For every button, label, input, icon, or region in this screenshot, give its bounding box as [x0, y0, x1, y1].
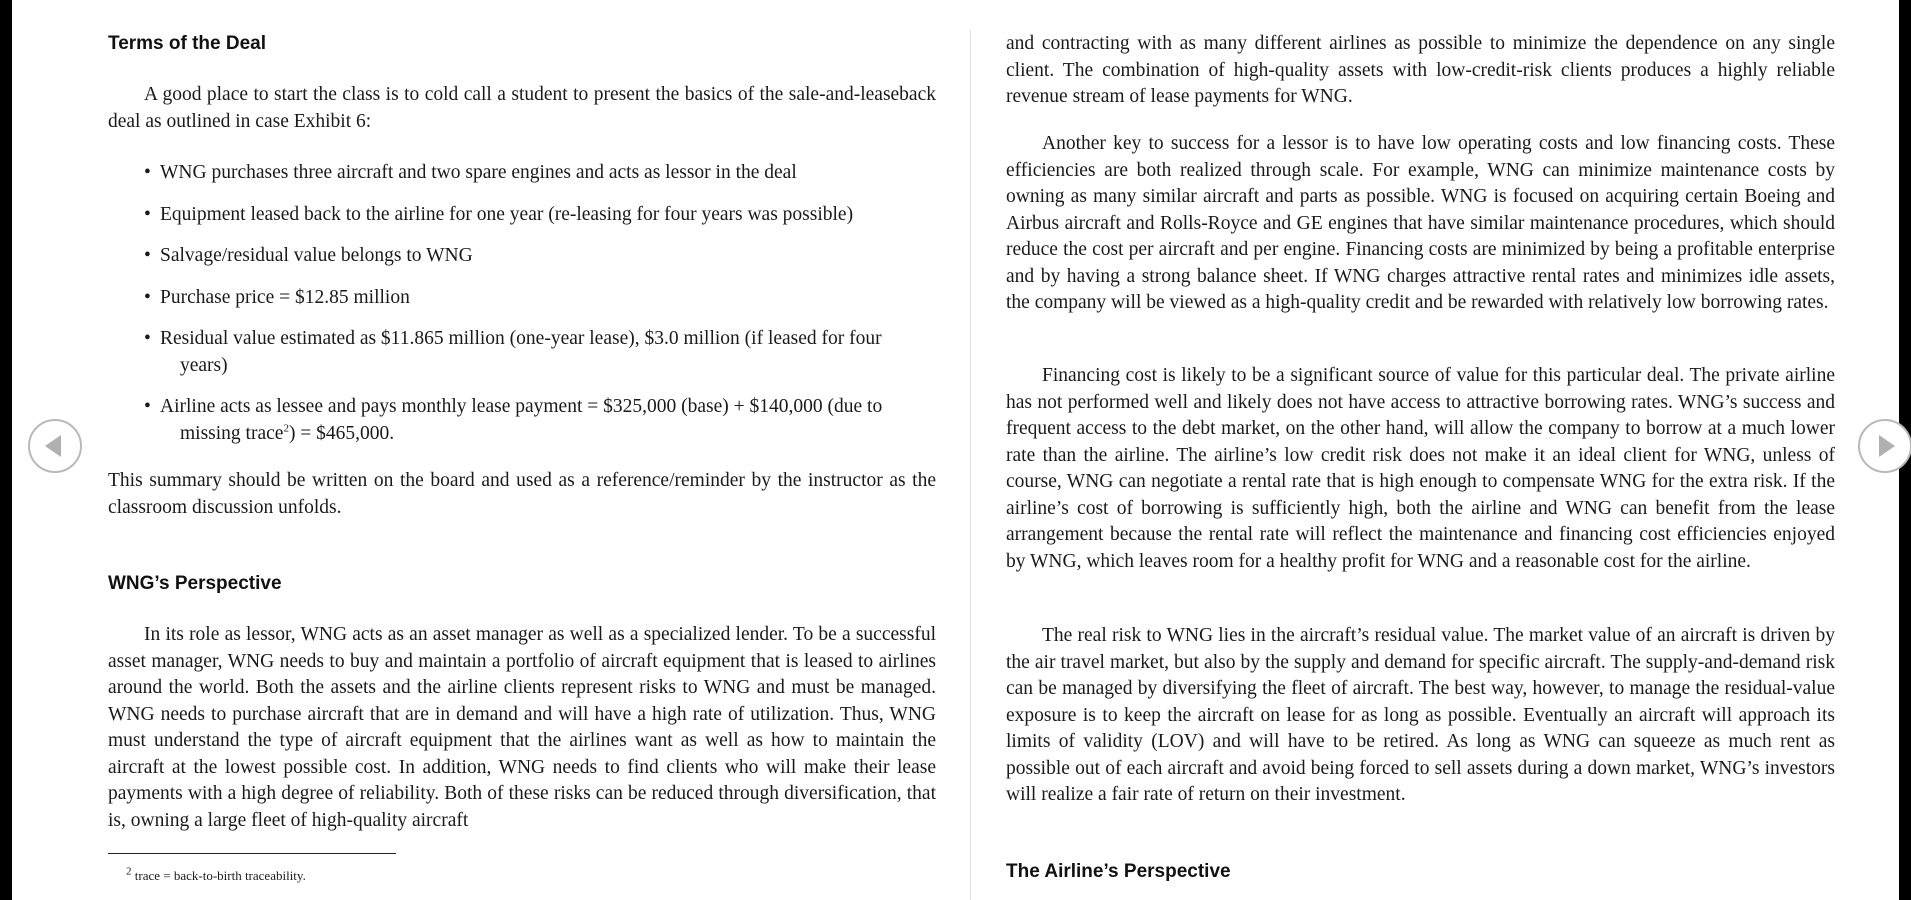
terms-heading: Terms of the Deal — [108, 33, 267, 54]
airline-heading: The Airline’s Perspective — [1006, 861, 1231, 882]
bullet-item: • Residual value estimated as $11.865 million (one-year lease), $3.0 million (if leased for four years) — [144, 328, 882, 376]
left-edge-bar — [0, 0, 12, 900]
page-divider — [970, 30, 971, 900]
bullet-item: • Airline acts as lessee and pays monthly lease payment = $325,000 (base) + $140,000 (due to missing trace$^2$) = $465,000. — [144, 396, 883, 444]
next-page-button[interactable] — [1858, 419, 1911, 473]
chevron-left-icon — [45, 435, 61, 457]
bullet-item: • WNG purchases three aircraft and two spare engines and acts as lessor in the deal — [144, 162, 797, 183]
wng-paragraph: In its role as lessor, WNG acts as an asset manager as well as a specialized lender. To be a successful asset manager, WNG needs to buy and maintain a portfolio of aircraft equipment that is leased to airlines around the world. Both the assets and the airline clients represent risks to WNG and must be managed. WNG needs to purchase aircraft that are in demand and will have a high rate of utilization. Thus, WNG must understand the type of aircraft equipment that the airlines want as well as how to maintain the aircraft at the lowest possible cost. In addition, WNG needs to find clients who will make their lease payments with a high degree of reliability. Both of these risks can be reduced through diversification, that is, owning a large fleet of high-quality aircraft — [108, 624, 936, 831]
right-paragraph-3: Financing cost is likely to be a significant source of value for this particular deal. The private airline has not performed well and likely does not have access to attractive borrowing rates. WNG’s success and frequent access to the debt market, on the other hand, will allow the company to borrow at a much lower rate than the airline. The airline’s low credit risk does not make it an ideal client for WNG, unless of course, WNG can negotiate a rental rate that is high enough to compensate WNG for the extra risk. If the airline’s cost of borrowing is sufficiently high, both the airline and WNG can benefit from the lease arrangement because the rental rate will reflect the maintenance and financing cost efficiencies enjoyed by WNG, which leaves room for a healthy profit for WNG and a reasonable cost for the airline. — [1006, 365, 1835, 572]
right-paragraph-2: Another key to success for a lessor is to have low operating costs and low financing costs. These efficiencies are both realized through scale. For example, WNG can minimize maintenance costs by owning as many similar aircraft and parts as possible. WNG is focused on acquiring certain Boeing and Airbus aircraft and Rolls-Royce and GE engines that have similar maintenance procedures, which should reduce the cost per aircraft and per engine. Financing costs are minimized by being a profitable enterprise and by having a strong balance sheet. If WNG charges attractive rental rates and minimizes idle assets, the company will be viewed as a high-quality credit and be rewarded with relatively low borrowing rates. — [1006, 133, 1835, 313]
bullet-item: • Equipment leased back to the airline for one year (re-leasing for four years was possible) — [144, 203, 854, 225]
right-paragraph-4: The real risk to WNG lies in the aircraft’s residual value. The market value of an aircraft is driven by the air travel market, but also by the supply and demand for specific aircraft. The supply-and-demand risk can be managed by diversifying the fleet of aircraft. The best way, however, to manage the residual-value exposure is to keep the aircraft on lease for as long as possible. Eventually an aircraft will approach its limits of validity (LOV) and will have to be retired. As long as WNG can squeeze as much rent as possible out of each aircraft and avoid being forced to sell assets during a down market, WNG’s investors will realize a fair rate of return on their investment. — [1006, 625, 1835, 805]
bullet-item: • Salvage/residual value belongs to WNG — [144, 245, 473, 266]
footnote: $^2$ trace = back-to-birth traceability. — [126, 865, 306, 883]
chevron-right-icon — [1879, 435, 1895, 457]
bullet-item: • Purchase price = $12.85 million — [144, 286, 410, 308]
wng-heading: WNG’s Perspective — [108, 573, 282, 594]
terms-intro: A good place to start the class is to cold call a student to present the basics of the sale-and-leaseback deal as outlined in case Exhibit 6: — [108, 84, 936, 132]
terms-bullet-list — [144, 160, 936, 462]
right-paragraph-1: and contracting with as many different airlines as possible to minimize the dependence on any single client. The combination of high-quality assets with low-credit-risk clients produces a highly reliable revenue stream of lease payments for WNG. — [1006, 33, 1835, 107]
summary-paragraph: This summary should be written on the board and used as a reference/reminder by the instructor as the classroom discussion unfolds. — [108, 470, 936, 518]
prev-page-button[interactable] — [28, 419, 82, 473]
footnote-rule — [108, 853, 396, 854]
